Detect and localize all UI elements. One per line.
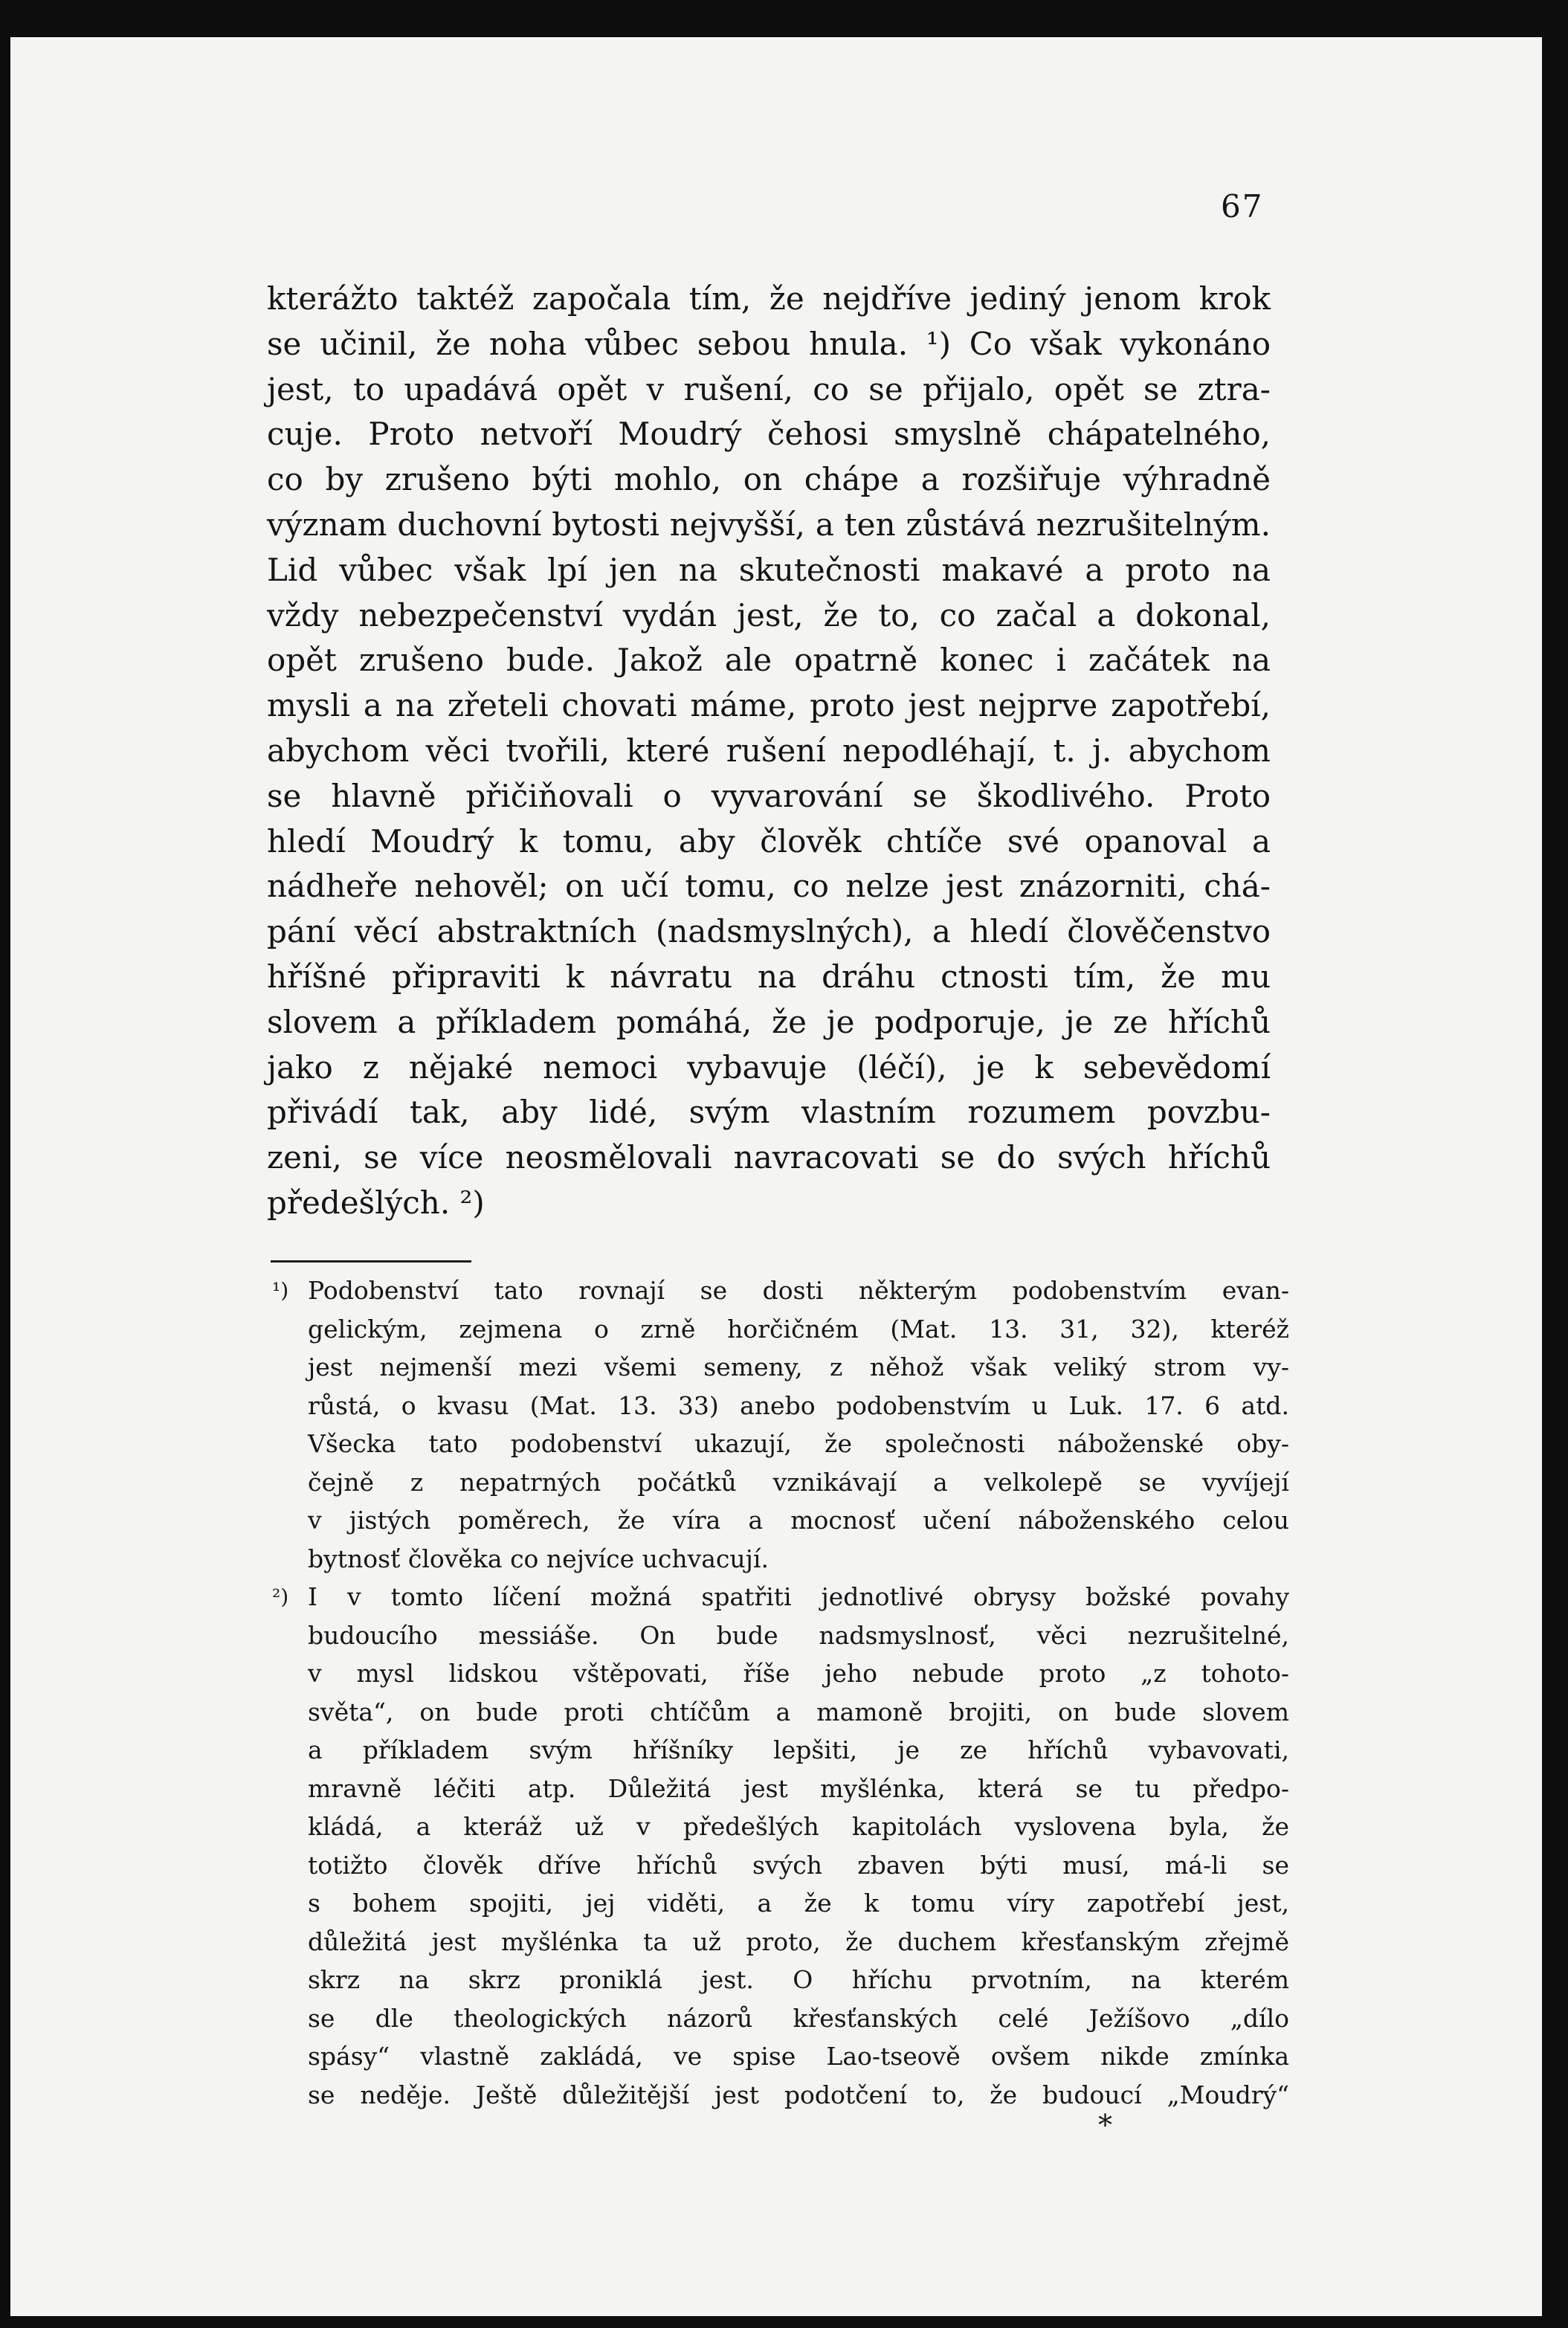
text-line: cuje. Proto netvoří Moudrý čehosi smyslně chápatelného, [267,416,1271,453]
footnote-line: se dle theologických názorů křesťanských celé Ježíšovo „dílo [308,2003,1289,2033]
footnote-line: budoucího messiáše. On bude nadsmyslnosť, věci nezrušitelné, [308,1620,1289,1650]
footnote-line: mravně léčiti atp. Důležitá jest myšlénka, která se tu předpo- [308,1773,1289,1803]
text-line: se hlavně přičiňovali o vyvarování se škodlivého. Proto [267,777,1271,814]
text-line: opět zrušeno bude. Jakož ale opatrně konec i začátek na [267,642,1271,679]
footnote-2 [272,1578,1289,2114]
footnote-line: Podobenství tato rovnají se dosti některým podobenstvím evan- [308,1276,1289,1305]
text-line: vždy nebezpečenství vydán jest, že to, co začal a dokonal, [267,596,1271,633]
footnote-line: s bohem spojiti, jej viděti, a že k tomu víry zapotřebí jest, [308,1889,1289,1918]
footnote-line: spásy“ vlastně zakládá, ve spise Lao-tseově ovšem nikde zmínka [308,2042,1289,2071]
footnote-marker: ²) [272,1584,289,1609]
text-line: význam duchovní bytosti nejvyšší, a ten zůstává nezrušitelným. [267,506,1271,543]
text-line: kterážto taktéž započala tím, že nejdříve jediný jenom krok [267,280,1271,317]
text-line: se učinil, že noha vůbec sebou hnula. ¹) Co však vykonáno [267,325,1271,362]
footnote-marker: ¹) [272,1278,289,1303]
footnote-line: v jistých poměrech, že víra a mocnosť učení náboženského celou [308,1506,1289,1535]
main-text [267,277,1271,1226]
footnote-1 [272,1271,1289,1578]
footnote-line: kládá, a kteráž už v předešlých kapitolách vyslovena byla, že [308,1812,1289,1841]
footnote-line: gelickým, zejmena o zrně horčičném (Mat. 13. 31, 32), kteréž [308,1314,1289,1344]
footnote-line: totižto člověk dříve hříchů svých zbaven býti musí, má-li se [308,1850,1289,1880]
footnote-line: skrz na skrz proniklá jest. O hříchu prvotním, na kterém [308,1965,1289,1994]
footnote-line: čejně z nepatrných počátků vznikávají a velkolepě se vyvíjejí [308,1467,1289,1497]
footnote-line: Všecka tato podobenství ukazují, že společnosti náboženské oby- [308,1429,1289,1458]
footnote-line: se neděje. Ještě důležitější jest podotčení to, že budoucí „Moudrý“ [308,2080,1289,2109]
signature-mark: * [1098,2109,1112,2141]
text-line: hledí Moudrý k tomu, aby člověk chtíče své opanoval a [267,822,1271,860]
footnote-line: I v tomto líčení možná spatřiti jednotlivé obrysy božské povahy [308,1582,1289,1611]
footnotes [272,1271,1289,2114]
footnote-line: bytnosť člověka co nejvíce uchvacují. [308,1544,769,1573]
page-number: 67 [1221,188,1264,225]
footnote-line: jest nejmenší mezi všemi semeny, z něhož však veliký strom vy- [308,1352,1289,1381]
text-line: přivádí tak, aby lidé, svým vlastním rozumem povzbu- [267,1094,1271,1131]
text-line: jako z nějaké nemoci vybavuje (léčí), je k sebevědomí [267,1048,1271,1086]
text-line: co by zrušeno býti mohlo, on chápe a rozšiřuje výhradně [267,461,1271,498]
footnote-line: v mysl lidskou vštěpovati, říše jeho nebude proto „z tohoto- [308,1659,1289,1688]
text-line: Lid vůbec však lpí jen na skutečnosti makavé a proto na [267,551,1271,588]
text-line: hříšné připraviti k návratu na dráhu ctnosti tím, že mu [267,958,1271,995]
footnote-line: důležitá jest myšlénka ta už proto, že duchem křesťanským zřejmě [308,1926,1289,1956]
footnote-line: a příkladem svým hříšníky lepšiti, je ze hříchů vybavovati, [308,1735,1289,1764]
footnote-divider [271,1260,471,1263]
text-line: předešlých. ²) [267,1184,485,1221]
footnote-line: světa“, on bude proti chtíčům a mamoně brojiti, on bude slovem [308,1697,1289,1726]
text-line: pání věcí abstraktních (nadsmyslných), a hledí člověčenstvo [267,913,1271,950]
text-line: nádheře nehověl; on učí tomu, co nelze jest znázorniti, chá- [267,868,1271,905]
text-line: mysli a na zřeteli chovati máme, proto jest nejprve zapotřebí, [267,687,1271,724]
footnote-line: růstá, o kvasu (Mat. 13. 33) anebo podobenstvím u Luk. 17. 6 atd. [308,1390,1289,1420]
text-line: slovem a příkladem pomáhá, že je podporuje, je ze hříchů [267,1003,1271,1040]
text-line: abychom věci tvořili, které rušení nepodléhají, t. j. abychom [267,732,1271,769]
book-page [10,37,1542,2316]
text-line: jest, to upadává opět v rušení, co se přijalo, opět se ztra- [267,370,1271,407]
text-line: zeni, se více neosmělovali navracovati se do svých hříchů [267,1139,1271,1176]
